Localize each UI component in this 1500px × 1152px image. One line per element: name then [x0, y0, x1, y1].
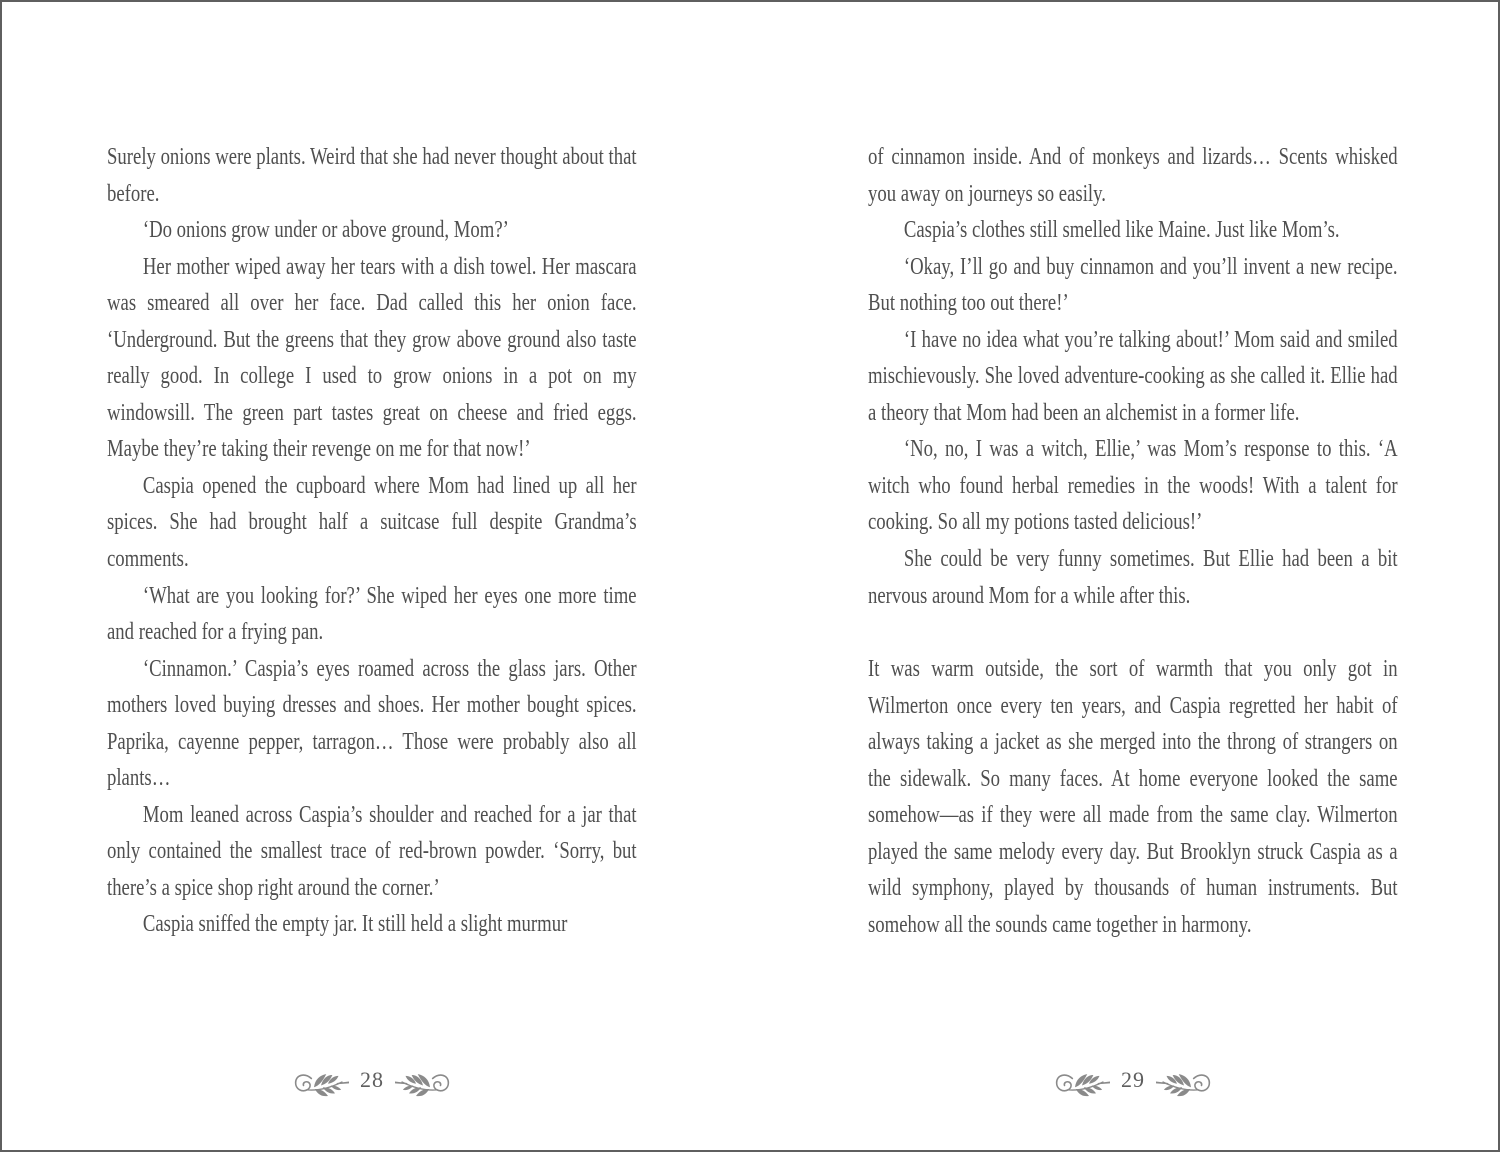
paragraph: It was warm outside, the sort of warmth that you only got in Wilmerton once every ten years, and Caspia regretted her habit of always taking a jacket as she merged into the throng of strangers on the sidewalk. So many faces. At home everyone looked the same somehow—as if they were all made from the same clay. Wilmerton played the same melody every day. But Brooklyn struck Caspia as a wild symphony, played by thousands of human instruments. But somehow all the sounds came together in harmony. — [868, 656, 1398, 938]
paragraph: Surely onions were plants. Weird that she had never thought about that before. — [107, 144, 637, 207]
right-page-text — [868, 139, 1398, 943]
page-footer — [868, 1062, 1398, 1102]
laurel-flourish-right-icon — [395, 1067, 451, 1097]
paragraph: ‘Do onions grow under or above ground, Mom?’ — [142, 217, 509, 244]
paragraph: ‘I have no idea what you’re talking about!’ Mom said and smiled mischievously. She loved adventure-cooking as she called it. Ellie had a theory that Mom had been an alchemist in a former life. — [868, 326, 1398, 426]
paragraph: ‘No, no, I was a witch, Ellie,’ was Mom’s response to this. ‘A witch who found herbal remedies in the woods! With a talent for cooking. So all my potions tasted delicious!’ — [868, 436, 1398, 536]
left-page-text — [107, 139, 637, 943]
paragraph: ‘Cinnamon.’ Caspia’s eyes roamed across the glass jars. Other mothers loved buying dresses and shoes. Her mother bought spices. Paprika, cayenne pepper, tarragon… Those were probably also all plants… — [107, 655, 637, 792]
paragraph: Mom leaned across Caspia’s shoulder and reached for a jar that only contained the smallest trace of red-brown powder. ‘Sorry, but there’s a spice shop right around the corner.’ — [107, 801, 637, 901]
paragraph: She could be very funny sometimes. But Ellie had been a bit nervous around Mom for a while after this. — [868, 546, 1398, 609]
paragraph: of cinnamon inside. And of monkeys and lizards… Scents whisked you away on journeys so easily. — [868, 144, 1398, 207]
page-number: 28 — [360, 1067, 384, 1092]
laurel-flourish-left-icon — [1054, 1067, 1110, 1097]
page-footer — [107, 1062, 637, 1102]
page-number: 29 — [1121, 1067, 1145, 1092]
paragraph: ‘Okay, I’ll go and buy cinnamon and you’ll invent a new recipe. But nothing too out there!’ — [868, 253, 1398, 317]
paragraph: Caspia sniffed the empty jar. It still held a slight murmur — [142, 911, 568, 938]
paragraph: Her mother wiped away her tears with a dish towel. Her mascara was smeared all over her face. Dad called this her onion face. ‘Underground. But the greens that they grow above ground also taste really good. In college I used to grow onions in a pot on my windowsill. The green part tastes great on cheese and fried eggs. Maybe they’re taking their revenge on me for that now!’ — [107, 253, 637, 463]
paragraph: Caspia opened the cupboard where Mom had lined up all her spices. She had brought half a suitcase full despite Grandma’s comments. — [107, 472, 637, 573]
paragraph: Caspia’s clothes still smelled like Maine. Just like Mom’s. — [903, 217, 1340, 244]
laurel-flourish-left-icon — [293, 1067, 349, 1097]
laurel-flourish-right-icon — [1156, 1067, 1212, 1097]
paragraph: ‘What are you looking for?’ She wiped her eyes one more time and reached for a frying pan. — [107, 582, 637, 646]
